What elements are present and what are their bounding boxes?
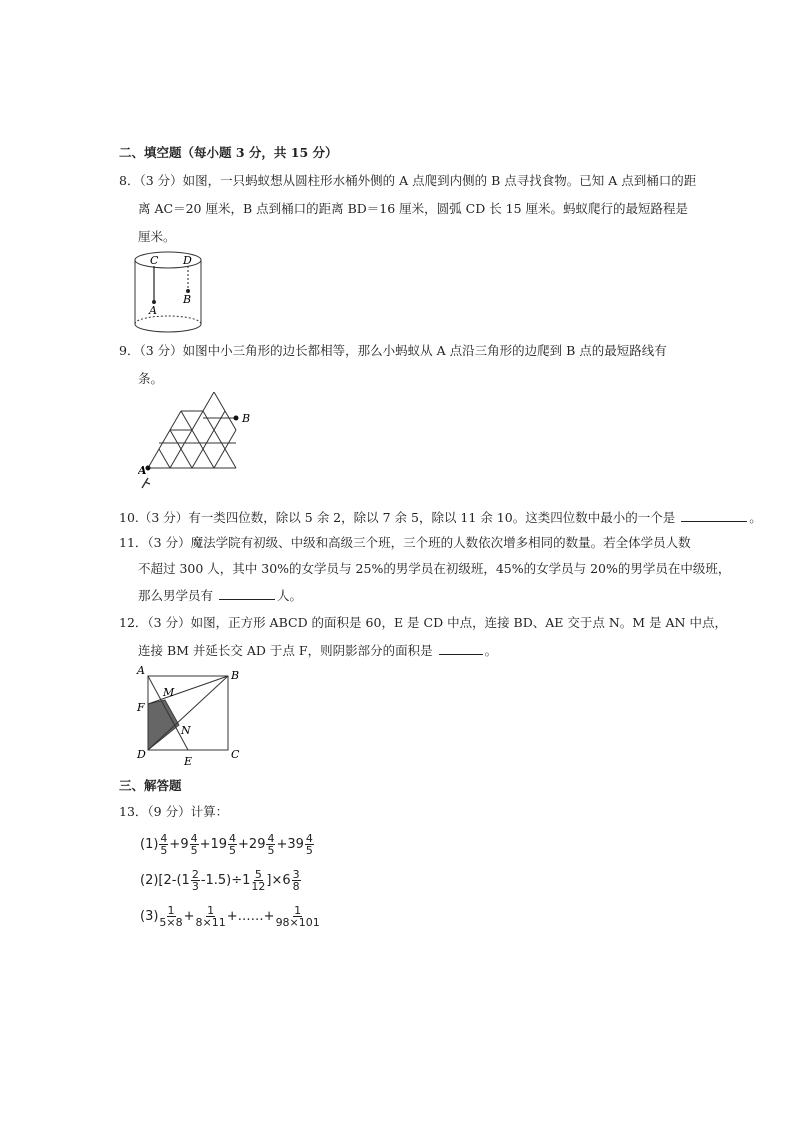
q12-line-2-pre: 连接 BM 并延长交 AD 于点 F，则阴影部分的面积是: [138, 643, 433, 658]
ant-icon: [142, 478, 150, 488]
fraction: $\frac{2}{3}$: [191, 867, 199, 893]
q10-answer-blank[interactable]: [681, 509, 747, 522]
q8-line-2: 离 AC＝20 厘米，B 点到桶口的距离 BD＝16 厘米，圆弧 CD 长 15 厘米。蚂蚁爬行的最短路程是: [138, 201, 689, 216]
point-b: [234, 416, 239, 421]
q12-line-2-post: 。: [484, 643, 498, 658]
q9-line-2: 条。: [138, 371, 164, 386]
q8-cylinder-figure: [128, 248, 212, 334]
q11-line-3: [138, 587, 302, 604]
q12-line-2: [138, 642, 497, 659]
q8-line-3: 厘米。: [138, 229, 176, 244]
cylinder-bottom-back: [135, 316, 201, 324]
q13-part-3: (3) $\frac{1}{5\times 8}$ + $\frac{1}{8\times 11}$ +……+ $\frac{1}{98\times 101}$: [140, 903, 320, 929]
label-d: D: [183, 254, 192, 267]
label-n: N: [181, 724, 191, 737]
q12-line-1: 12．（3 分）如图，正方形 ABCD 的面积是 60，E 是 CD 中点，连接 BD、AE 交于点 N。M 是 AN 中点，: [119, 615, 727, 630]
fraction: $\frac{3}{8}$: [292, 867, 300, 893]
q11-line-3-post: 人。: [277, 588, 303, 603]
part-3-label: (3): [140, 908, 159, 924]
label-d: D: [137, 748, 146, 761]
cylinder-bottom-front: [135, 324, 201, 332]
section-heading-solve: 三、解答题: [119, 778, 182, 793]
q10-line: [119, 509, 762, 526]
part-1-label: (1): [140, 836, 159, 852]
q12-answer-blank[interactable]: [439, 642, 483, 655]
q10-text: 10.（3 分）有一类四位数，除以 5 余 2，除以 7 余 5，除以 11 余 10。这类四位数中最小的一个是: [119, 510, 676, 525]
fraction: $\frac{1}{98\times 101}$: [275, 903, 320, 929]
segment-bf: [148, 676, 228, 704]
fraction: $\frac{4}{5}$: [305, 831, 313, 857]
fraction: $\frac{1}{5\times 8}$: [159, 903, 183, 929]
q11-answer-blank[interactable]: [219, 587, 275, 600]
fraction: $\frac{5}{12}$: [251, 867, 266, 893]
q13-part-1: (1) $\frac{4}{5}$ +9 $\frac{4}{5}$ +19 $\frac{4}{5}$ +29 $\frac{4}{5}$ +39 $\frac{4}{5}$: [140, 831, 313, 857]
label-b: B: [231, 669, 240, 682]
q12-square-figure: [134, 662, 246, 768]
q11-line-3-pre: 那么男学员有: [138, 588, 214, 603]
fraction: $\frac{4}{5}$: [190, 831, 198, 857]
label-a: A: [138, 464, 147, 477]
section-heading-fill-in: 二、填空题（每小题 3 分，共 15 分）: [119, 145, 338, 160]
label-e: E: [184, 755, 193, 768]
q13-intro: 13．（9 分）计算：: [119, 804, 229, 819]
label-m: M: [163, 686, 175, 699]
fraction: $\frac{4}{5}$: [160, 831, 168, 857]
label-b: B: [183, 293, 192, 306]
q13-part-2: (2) [2-(1 $\frac{2}{3}$ -1.5)÷1 $\frac{5}{12}$ ]×6 $\frac{3}{8}$: [140, 867, 300, 893]
label-b: B: [242, 412, 251, 425]
q11-line-2: 不超过 300 人，其中 30%的女学员与 25%的男学员在初级班，45%的女学员与 20%的男学员在中级班，: [138, 561, 731, 576]
label-a: A: [137, 664, 145, 677]
label-c: C: [231, 748, 240, 761]
label-f: F: [137, 701, 145, 714]
fraction: $\frac{1}{8\times 11}$: [195, 903, 226, 929]
q10-tail: 。: [749, 510, 762, 525]
label-a: A: [149, 304, 157, 317]
part-2-label: (2): [140, 872, 159, 888]
q11-line-1: 11．（3 分）魔法学院有初级、中级和高级三个班，三个班的人数依次增多相同的数量。若全体学员人数: [119, 535, 691, 550]
q9-triangle-grid-figure: [138, 392, 258, 494]
fraction: $\frac{4}{5}$: [267, 831, 275, 857]
label-c: C: [150, 254, 159, 267]
fraction: $\frac{4}{5}$: [229, 831, 237, 857]
q8-line-1: 8．（3 分）如图，一只蚂蚁想从圆柱形水桶外侧的 A 点爬到内侧的 B 点寻找食物。已知 A 点到桶口的距: [119, 173, 697, 188]
q9-line-1: 9．（3 分）如图中小三角形的边长都相等，那么小蚂蚁从 A 点沿三角形的边爬到 B 点的最短路线有: [119, 343, 667, 358]
